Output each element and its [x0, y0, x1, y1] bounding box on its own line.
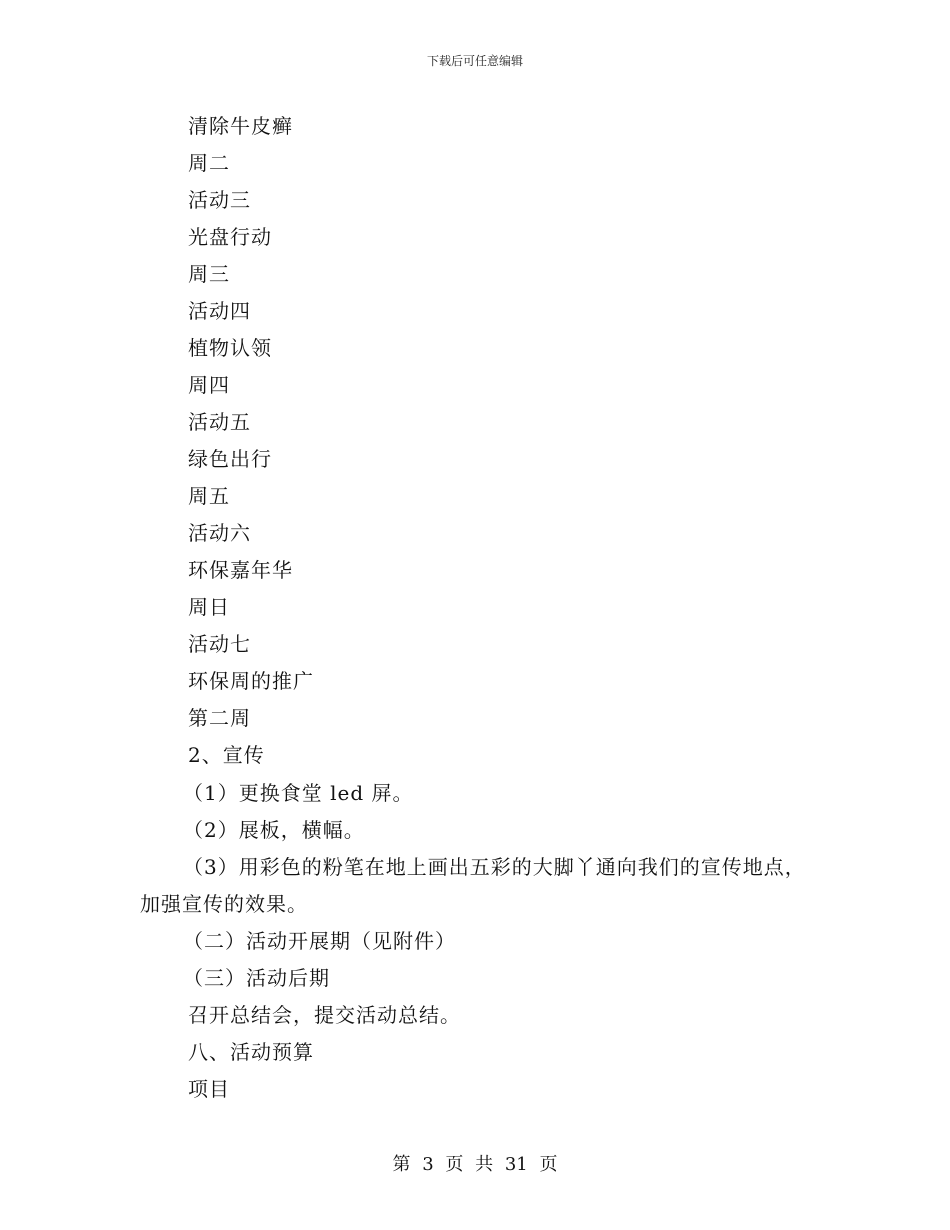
text-line: 加强宣传的效果。 — [140, 892, 308, 916]
text-line: 周四 — [188, 373, 230, 397]
text-line: 清除牛皮癣 — [188, 114, 293, 138]
text-line: （1）更换食堂 led 屏。 — [183, 781, 414, 805]
text-line: 活动六 — [188, 521, 251, 545]
text-line: 第二周 — [188, 706, 251, 730]
text-line: （三）活动后期 — [183, 966, 330, 990]
text-line: （二）活动开展期（见附件） — [183, 929, 456, 953]
text-line: 2、宣传 — [188, 743, 265, 767]
text-line: 活动四 — [188, 299, 251, 323]
text-line: 活动三 — [188, 188, 251, 212]
text-line: 周五 — [188, 484, 230, 508]
text-line: 环保周的推广 — [188, 669, 314, 693]
text-line: （2）展板，横幅。 — [183, 818, 365, 842]
text-line: 植物认领 — [188, 336, 272, 360]
text-line: 八、活动预算 — [188, 1040, 314, 1064]
text-line: 周二 — [188, 151, 230, 175]
text-line: 项目 — [188, 1077, 230, 1101]
text-line: 绿色出行 — [188, 447, 272, 471]
text-line: 环保嘉年华 — [188, 558, 293, 582]
text-line: 周日 — [188, 595, 230, 619]
text-line: 召开总结会，提交活动总结。 — [188, 1003, 461, 1027]
text-line: 活动七 — [188, 632, 251, 656]
page-footer: 第 3 页 共 31 页 — [392, 1154, 558, 1175]
text-line: 周三 — [188, 262, 230, 286]
text-line: 光盘行动 — [188, 225, 272, 249]
page-header: 下载后可任意编辑 — [426, 54, 523, 68]
text-line: 活动五 — [188, 410, 251, 434]
text-line: （3）用彩色的粉笔在地上画出五彩的大脚丫通向我们的宣传地点， — [183, 855, 806, 879]
